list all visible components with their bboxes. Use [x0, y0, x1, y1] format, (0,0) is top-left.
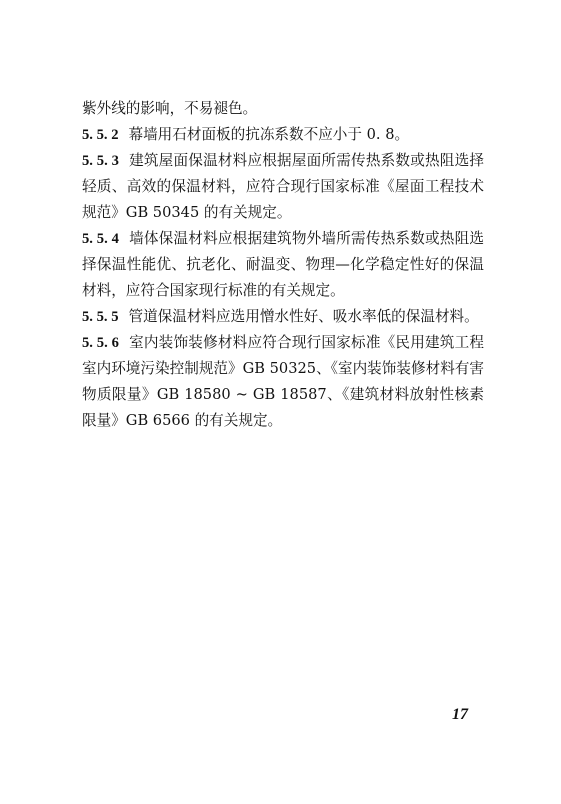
page-content	[82, 96, 484, 434]
clause-number: 5. 5. 4	[82, 231, 119, 247]
clause-5-5-4	[82, 226, 484, 304]
clause-number: 5. 5. 5	[82, 309, 119, 325]
clause-text: 室内装饰装修材料应符合现行国家标准《民用建筑工程室内环境污染控制规范》GB 50325、《室内装饰装修材料有害物质限量》GB 18580 ~ GB 18587、《建筑材料放射性核素限量》GB 6566 的有关规定。	[82, 334, 484, 429]
clause-text: 幕墙用石材面板的抗冻系数不应小于 0. 8。	[128, 126, 410, 143]
paragraph-continuation	[82, 96, 484, 122]
clause-number: 5. 5. 3	[82, 153, 119, 169]
clause-text: 墙体保温材料应根据建筑物外墙所需传热系数或热阻选择保温性能优、抗老化、耐温变、物理—化学稳定性好的保温材料，应符合国家现行标准的有关规定。	[82, 230, 484, 299]
clause-5-5-5	[82, 304, 484, 330]
clause-text: 管道保温材料应选用憎水性好、吸水率低的保温材料。	[128, 308, 479, 325]
clause-number: 5. 5. 6	[82, 335, 119, 351]
clause-5-5-2	[82, 122, 484, 148]
page-number: 17	[452, 706, 468, 723]
clause-5-5-6	[82, 330, 484, 434]
clause-5-5-3	[82, 148, 484, 226]
clause-number: 5. 5. 2	[82, 127, 119, 143]
clause-text: 建筑屋面保温材料应根据屋面所需传热系数或热阻选择轻质、高效的保温材料，应符合现行国家标准《屋面工程技术规范》GB 50345 的有关规定。	[82, 152, 484, 221]
paragraph-text: 紫外线的影响，不易褪色。	[82, 100, 258, 117]
